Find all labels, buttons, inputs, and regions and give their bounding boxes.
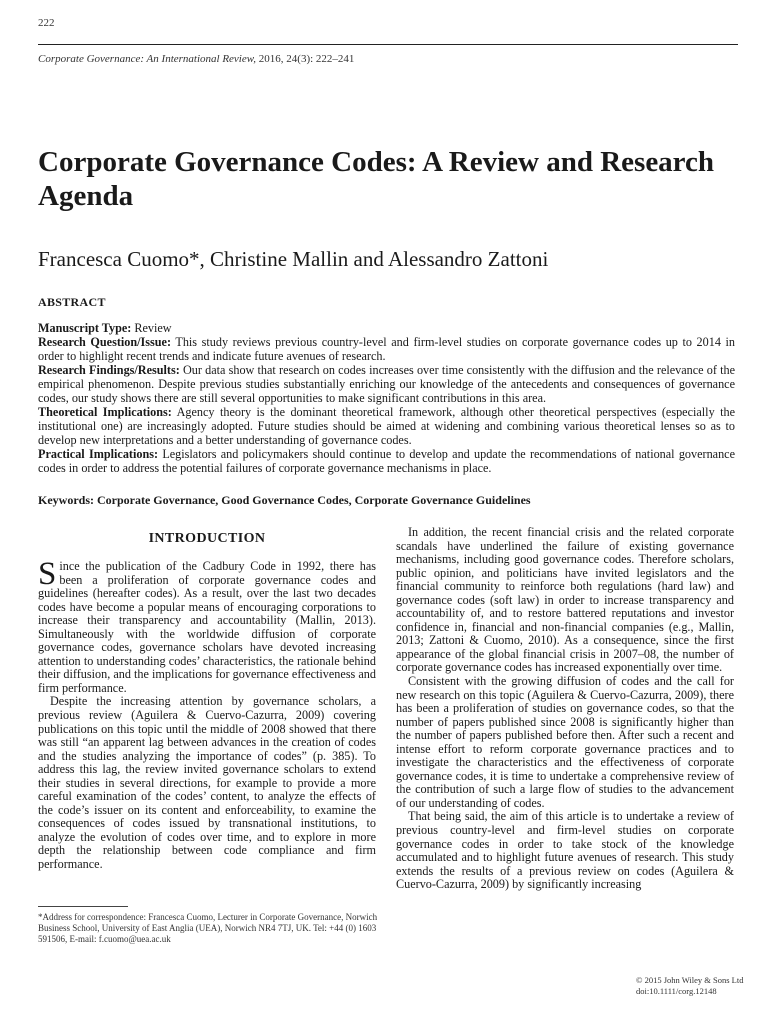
journal-volume: 2016, 24(3): 222–241 <box>256 53 355 65</box>
intro-paragraph <box>38 556 376 695</box>
header-rule <box>38 44 738 45</box>
copyright-line: © 2015 John Wiley & Sons Ltd <box>636 975 744 985</box>
intro-paragraph: Despite the increasing attention by governance scholars, a previous review (Aguilera & Cuervo-Cazurra, 2009) covering publications on this topic until the middle of 2008 showed that there was still “an apparent lag between advances in the creation of codes and the studies analyzing the importance of codes” (p. 385). To address this lag, the review invited governance scholars to extend their studies in several directions, for example to provide a more careful examination of the codes’ content, to analyze the effects of the code’s issuer on its content and enforceability, to examine the consequences of codes issued by transnational institutions, to analyze the evolution of codes over time, and to explore in more depth the relationship between code compliance and firm performance. <box>38 694 376 872</box>
footnote-rule <box>38 906 128 907</box>
abstract-body <box>38 321 735 475</box>
abstract-text: Our data show that research on codes increases over time consistently with the diffusion and the relevance of the empirical phenomenon. Despite previous studies substantially enriching our knowledge of the antecedents and consequences of governance codes, our study shows there are still several opportunities to make significant contributions in this area. <box>38 363 735 405</box>
abstract-practical <box>38 447 735 475</box>
abstract-label: Research Question/Issue: <box>38 335 172 349</box>
keywords: Keywords: Corporate Governance, Good Governance Codes, Corporate Governance Guidelines <box>38 493 531 507</box>
abstract-text: This study reviews previous country-level and firm-level studies on corporate governance codes up to 2014 in order to highlight recent trends and indicate future avenues of research. <box>38 335 735 363</box>
journal-citation <box>38 53 354 65</box>
abstract-label: Practical Implications: <box>38 447 159 461</box>
intro-paragraph: Consistent with the growing diffusion of codes and the call for new research on this topic (Aguilera & Cuervo-Cazurra, 2009), there has been a proliferation of studies on governance codes, so that the number of papers published since 2008 is significantly higher than the number of papers published before then. After such a recent and intense effort to reform corporate governance practices and to investigate the characteristics and the effectiveness of corporate governance codes, it is time to undertake a comprehensive review of the contribution of such a large flow of studies to the advancement of our understanding of codes. <box>396 674 734 810</box>
abstract-text: Agency theory is the dominant theoretical framework, although other theoretical perspectives (especially the institutional one) are increasingly adopted. Future studies should be aimed at widening and combining various theoretical lenses so as to develop new interpretations and a better understanding of governance codes. <box>38 405 735 447</box>
journal-name: Corporate Governance: An International Review, <box>38 53 257 65</box>
article-title: Corporate Governance Codes: A Review and Research Agenda <box>38 146 715 212</box>
abstract-label: Theoretical Implications: <box>38 405 172 419</box>
abstract-findings <box>38 363 735 405</box>
abstract-label: Research Findings/Results: <box>38 363 180 377</box>
doi-line: doi:10.1111/corg.12148 <box>636 985 717 996</box>
left-column <box>38 556 376 872</box>
right-column <box>396 526 734 892</box>
intro-paragraph: That being said, the aim of this article is to undertake a review of previous country-level and firm-level studies on corporate governance codes in order to take stock of the knowledge accumulated and to highlight future avenues of research. This study extends the results of a previous review on codes (Aguilera & Cuervo-Cazurra, 2009) by significantly increasing <box>396 809 734 892</box>
introduction-heading: INTRODUCTION <box>148 531 266 546</box>
abstract-text: Legislators and policymakers should continue to develop and update the recommendations of national governance codes in order to address the potential failures of corporate governance mechanisms in place. <box>38 447 736 475</box>
abstract-heading: ABSTRACT <box>38 295 106 309</box>
abstract-label: Manuscript Type: <box>38 321 132 335</box>
abstract-research-question <box>38 335 735 363</box>
correspondence-footnote: *Address for correspondence: Francesca Cuomo, Lecturer in Corporate Governance, Norwich Business School, University of East Anglia (UEA), Norwich NR4 7TJ, UK. Tel: +44 (0) 1603 591506, E-mail: f.cuomo@uea.ac.uk <box>38 912 378 944</box>
article-authors: Francesca Cuomo*, Christine Mallin and Alessandro Zattoni <box>38 247 549 271</box>
copyright-block <box>636 975 744 996</box>
intro-paragraph-text: ince the publication of the Cadbury Code in 1992, there has been a proliferation of corporate governance codes and guidelines (hereafter codes). As a result, over the last two decades codes have become a popular means of encouraging corporations to increase their transparency and accountability (Mallin, 2013). Simultaneously with the worldwide diffusion of corporate governance codes, governance scholars have devoted increasing attention to understanding codes’ characteristics, the rationale behind their diffusion, and the implications for governance effectiveness and firm performance. <box>38 559 376 695</box>
abstract-text: Review <box>131 321 172 335</box>
abstract-theoretical <box>38 405 735 447</box>
drop-cap: S <box>38 556 57 592</box>
page-number: 222 <box>38 17 55 29</box>
abstract-manuscript-type <box>38 321 735 335</box>
intro-paragraph: In addition, the recent financial crisis and the related corporate scandals have underlined the failure of existing governance mechanisms, including good governance codes. Therefore scholars, public opinion, and politicians have invited legislators and the financial community to reinforce both regulations (hard law) and governance codes (soft law) in order to increase transparency and accountability of, and to restore battered reputations and investor confidence in, financial and non-financial companies (e.g., Mallin, 2013; Zattoni & Cuomo, 2010). As a consequence, since the first appearance of the global financial crisis in 2007–08, the number of corporate governance codes has increased exponentially over time. <box>396 525 734 675</box>
